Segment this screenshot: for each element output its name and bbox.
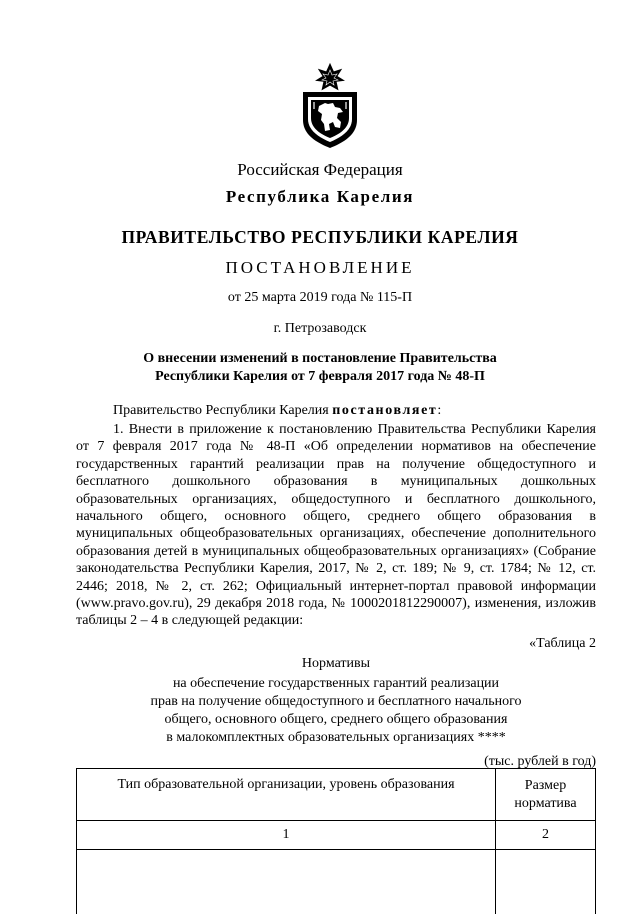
document-city: г. Петрозаводск xyxy=(0,321,640,337)
decree-paragraph-1: 1. Внести в приложение к постановлению Правительства Республики Карелия от 7 февраля 2017 года № 48-П «Об определении нормативов на обеспечение государственных гарантий реализации прав на получение общедоступного и бесплатного дошкольного образования в муниципальных дошкольных образовательных организациях, общедоступного и бесплатного дошкольного, начального общего, основного общего, среднего общего образования в муниципальных общеобразовательных организациях, обеспечение дополнительного образования детей в муниципальных общеобразовательных организациях» (Собрание законодательства Республики Карелия, 2017, № 2, ст. 189; № 9, ст. 1784; № 12, ст. 2446; 2018, № 2, ст. 262; Официальный интернет-портал правовой информации (www.pravo.gov.ru), 29 декабря 2018 года, № 1000201812290007), изменения, изложив таблицы 2 – 4 в следующей редакции: xyxy=(76,421,596,630)
table-column-numbers-row xyxy=(77,821,596,850)
document-title-line-2: Республики Карелия от 7 февраля 2017 года № 48-П xyxy=(0,369,640,385)
table-units: (тыс. рублей в год) xyxy=(484,754,596,770)
document-type: ПОСТАНОВЛЕНИЕ xyxy=(0,258,640,278)
norms-table xyxy=(76,768,596,914)
norms-heading-line: в малокомплектных образовательных организациях **** xyxy=(0,730,640,746)
issuing-authority: ПРАВИТЕЛЬСТВО РЕСПУБЛИКИ КАРЕЛИЯ xyxy=(0,227,640,248)
country-name: Российская Федерация xyxy=(0,160,640,180)
column-header-norm-size: Размер норматива xyxy=(496,769,596,821)
decree-intro xyxy=(76,402,596,419)
norms-heading-line: Нормативы xyxy=(0,656,640,672)
norms-heading-line: на обеспечение государственных гарантий реализации xyxy=(0,676,640,692)
karelia-coat-of-arms-emblem xyxy=(297,62,363,148)
column-number: 2 xyxy=(496,821,596,850)
decree-keyword: постановляет xyxy=(332,403,437,418)
norms-heading-line: общего, основного общего, среднего общего образования xyxy=(0,712,640,728)
table-continuation-row xyxy=(77,850,596,914)
republic-name: Республика Карелия xyxy=(0,187,640,207)
intro-prefix: Правительство Республики Карелия xyxy=(113,403,332,418)
table-header-row xyxy=(77,769,596,821)
column-number: 1 xyxy=(77,821,496,850)
intro-suffix: : xyxy=(437,403,441,418)
norms-heading-line: прав на получение общедоступного и бесплатного начального xyxy=(0,694,640,710)
column-header-org-type: Тип образовательной организации, уровень образования xyxy=(77,769,496,821)
document-title-line-1: О внесении изменений в постановление Правительства xyxy=(0,351,640,367)
table-label: «Таблица 2 xyxy=(529,636,596,652)
document-date-number: от 25 марта 2019 года № 115-П xyxy=(0,290,640,306)
